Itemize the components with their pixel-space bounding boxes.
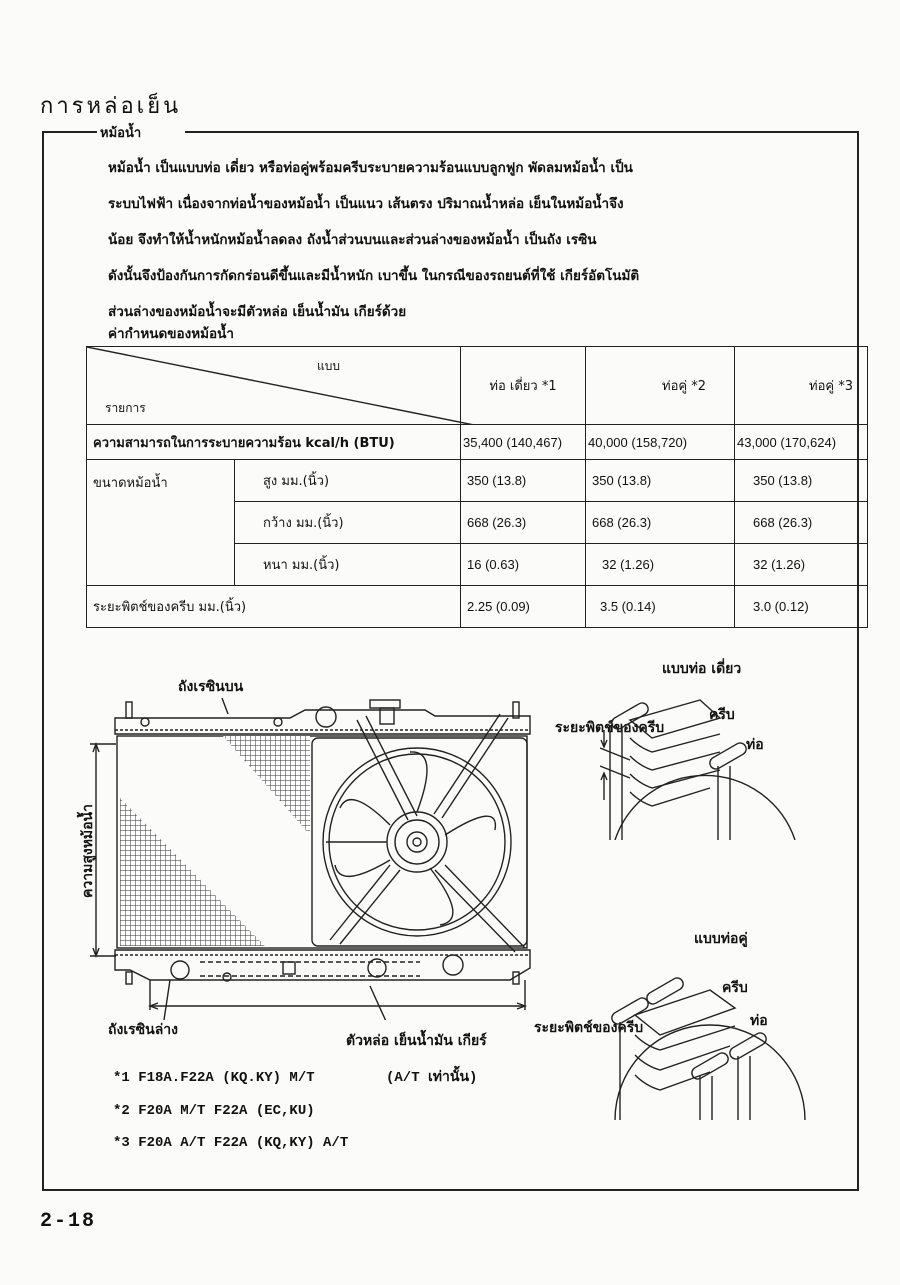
fan-stay <box>435 865 525 952</box>
double-tube-detail <box>610 960 820 1120</box>
spec-table <box>86 346 868 628</box>
cell-value: 350 (13.8) <box>735 460 868 502</box>
page-number: 2-18 <box>40 1210 97 1233</box>
height-dimension-label: ความสูงหม้อน้ำ <box>80 804 96 898</box>
intro-line: หม้อน้ำ เป็นแบบท่อ เดี่ยว หรือท่อคู่พร้อมครีบระบายความร้อนแบบลูกฟูก พัดลมหม้อน้ำ เป็น <box>108 160 633 176</box>
cell-value: 16 (0.63) <box>461 544 586 586</box>
outlet-pipe <box>171 961 189 979</box>
cell-value: 35,400 (140,467) <box>461 425 586 460</box>
lower-tank-label: ถังเรซินล่าง <box>108 1022 178 1038</box>
fin-label: ครีบ <box>722 980 748 996</box>
fin <box>630 700 720 738</box>
cell-value: 350 (13.8) <box>461 460 586 502</box>
footnote: *1 F18A.F22A (KQ.KY) M/T <box>113 1070 315 1086</box>
row-group-label: ขนาดหม้อน้ำ <box>87 460 235 586</box>
bolt <box>274 718 282 726</box>
fan-motor <box>387 812 447 872</box>
cell-value: 40,000 (158,720) <box>586 425 735 460</box>
tube-label: ท่อ <box>750 1013 768 1029</box>
single-tube-detail <box>600 690 810 840</box>
radiator-diagram <box>90 690 540 1020</box>
radiator-cap <box>370 700 400 708</box>
double-tube-title: แบบท่อคู่ <box>694 931 748 947</box>
cell-value: 2.25 (0.09) <box>461 586 586 628</box>
fin-hatch <box>223 736 310 835</box>
row-label: ระยะพิตช์ของครีบ มม.(นิ้ว) <box>87 586 461 628</box>
table-corner-header <box>87 347 461 425</box>
intro-line: ระบบไฟฟ้า เนื่องจากท่อน้ำของหม้อน้ำ เป็นแนว เส้นตรง ปริมาณน้ำหล่อ เย็นในหม้อน้ำจึง <box>108 196 624 212</box>
cell-value: 668 (26.3) <box>735 502 868 544</box>
tube-end <box>728 1031 769 1061</box>
bolt <box>141 718 149 726</box>
oil-cooler-label: ตัวหล่อ เย็นน้ำมัน เกียร์ <box>346 1033 487 1049</box>
fin-pitch-label: ระยะพิตช์ของครีบ <box>555 720 665 736</box>
cell-value: 32 (1.26) <box>735 544 868 586</box>
upper-tank-label: ถังเรซินบน <box>178 679 244 695</box>
tube-label: ท่อ <box>746 737 764 753</box>
column-header: ท่อคู่ *3 <box>735 347 868 425</box>
cell-value: 350 (13.8) <box>586 460 735 502</box>
table-row <box>87 460 868 502</box>
drain-plug <box>443 955 463 975</box>
row-label: หนา มม.(นิ้ว) <box>235 544 461 586</box>
row-label: สูง มม.(นิ้ว) <box>235 460 461 502</box>
leader-arrow <box>370 986 390 1020</box>
fin-pitch-label: ระยะพิตช์ของครีบ <box>534 1020 644 1036</box>
cell-value: 668 (26.3) <box>461 502 586 544</box>
tube-end <box>645 976 686 1006</box>
row-label: กว้าง มม.(นิ้ว) <box>235 502 461 544</box>
intro-paragraph <box>108 150 748 330</box>
cell-value: 668 (26.3) <box>586 502 735 544</box>
cell-value: 32 (1.26) <box>586 544 735 586</box>
fin-hatch <box>120 798 265 946</box>
row-label: ความสามารถในการระบายความร้อน kcal/h (BTU) <box>87 425 461 460</box>
table-row <box>87 425 868 460</box>
table-heading: ค่ากำหนดของหม้อน้ำ <box>108 326 234 342</box>
intro-line: น้อย จึงทำให้น้ำหนักหม้อน้ำลดลง ถังน้ำส่วนบนและส่วนล่างของหม้อน้ำ เป็นถัง เรซิน <box>108 232 597 248</box>
intro-line: ดังนั้นจึงป้องกันการกัดกร่อนดีขึ้นและมีน้ำหนัก เบาขึ้น ในกรณีของรถยนต์ที่ใช้ เกียร์อัตโนมัติ <box>108 268 640 284</box>
page-title: การหล่อเย็น <box>40 94 182 119</box>
pitch-line <box>600 748 630 760</box>
column-header: ท่อ เดี่ยว *1 <box>461 347 586 425</box>
oil-cooler-note: (A/T เท่านั้น) <box>386 1070 478 1086</box>
corner-label-type: แบบ <box>317 359 340 373</box>
corner-label-item: รายการ <box>105 401 146 415</box>
single-tube-title: แบบท่อ เดี่ยว <box>662 661 742 677</box>
intro-line: ส่วนล่างของหม้อน้ำจะมีตัวหล่อ เย็นน้ำมัน เกียร์ด้วย <box>108 304 407 320</box>
tube-end <box>708 741 749 771</box>
leader-arrow <box>164 980 170 1020</box>
leader-arrow <box>222 698 228 714</box>
fin-label: ครีบ <box>709 707 735 723</box>
cell-value: 3.0 (0.12) <box>735 586 868 628</box>
table-row <box>87 586 868 628</box>
cell-value: 3.5 (0.14) <box>586 586 735 628</box>
footnote: *2 F20A M/T F22A (EC,KU) <box>113 1103 315 1119</box>
mount-pin <box>126 702 132 718</box>
section-label: หม้อน้ำ <box>100 126 142 141</box>
cell-value: 43,000 (170,624) <box>735 425 868 460</box>
detail-circle <box>615 775 795 840</box>
footnote: *3 F20A A/T F22A (KQ,KY) A/T <box>113 1135 349 1151</box>
column-header: ท่อคู่ *2 <box>586 347 735 425</box>
